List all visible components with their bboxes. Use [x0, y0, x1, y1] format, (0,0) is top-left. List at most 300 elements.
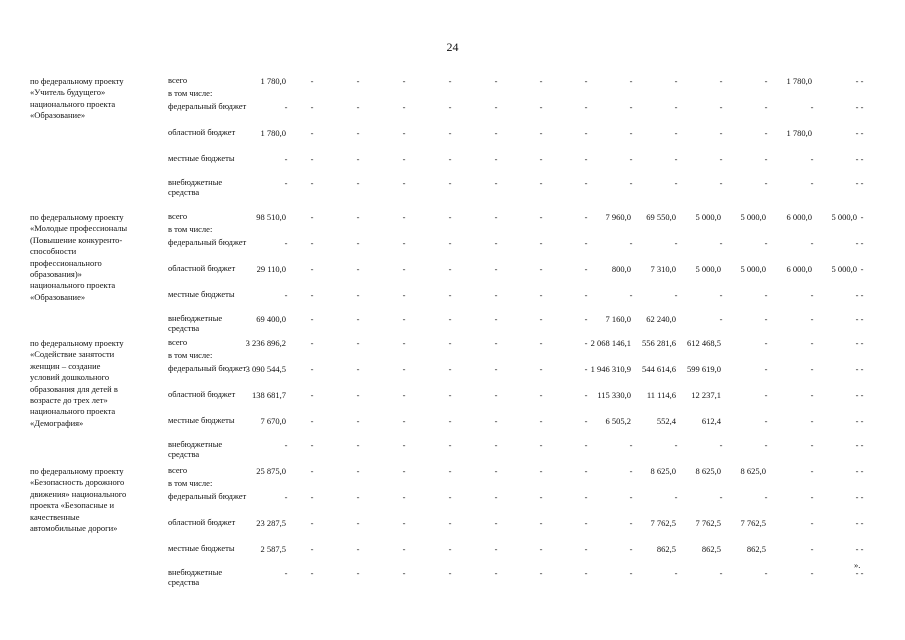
value-cell: - [719, 440, 723, 450]
value-cell: - [629, 544, 633, 554]
value-cell: - [719, 154, 723, 164]
value-cell: - [719, 128, 723, 138]
value-cell: - [494, 314, 498, 324]
value-cell: - [584, 128, 588, 138]
row-label: внебюджетные средства [168, 177, 223, 197]
budget-row [0, 351, 905, 363]
budget-row [0, 567, 905, 587]
value-cell: 5 000,0 [695, 212, 721, 222]
value-cell: - [539, 466, 543, 476]
value-cell: - [494, 338, 498, 348]
value-cell: - [448, 492, 452, 502]
value-cell: 612 468,5 [687, 338, 721, 348]
value-cell: - [402, 492, 406, 502]
budget-row [0, 313, 905, 333]
value-cell: - [310, 364, 314, 374]
value-cell: - [629, 76, 633, 86]
value-cell: - [494, 364, 498, 374]
value-cell: - [356, 154, 360, 164]
row-label: областной бюджет [168, 389, 236, 399]
value-cell: - [310, 390, 314, 400]
value-cell: - [402, 568, 406, 578]
value-cell: - [448, 440, 452, 450]
value-cell: 599 619,0 [687, 364, 721, 374]
value-cell: - [494, 492, 498, 502]
value-cell: - [764, 314, 768, 324]
value-cell: - [356, 102, 360, 112]
value-cell: - [764, 238, 768, 248]
value-cell: - [310, 492, 314, 502]
value-cell: - [284, 568, 288, 578]
value-cell: - [860, 238, 864, 248]
value-cell: - [719, 178, 723, 188]
budget-row [0, 154, 905, 166]
value-cell: 5 000,0 [695, 264, 721, 274]
value-cell: - [448, 518, 452, 528]
value-cell: - [855, 492, 859, 502]
value-cell: 115 330,0 [597, 390, 631, 400]
value-cell: - [356, 338, 360, 348]
value-cell: - [310, 416, 314, 426]
value-cell: 3 236 896,2 [245, 338, 286, 348]
value-cell: - [860, 290, 864, 300]
value-cell: - [584, 518, 588, 528]
value-cell: 1 780,0 [260, 128, 286, 138]
value-cell: - [810, 568, 814, 578]
value-cell: - [402, 238, 406, 248]
value-cell: - [310, 76, 314, 86]
value-cell: - [860, 212, 864, 222]
budget-row [0, 177, 905, 197]
value-cell: - [310, 518, 314, 528]
value-cell: - [674, 238, 678, 248]
value-cell: - [310, 338, 314, 348]
value-cell: - [284, 290, 288, 300]
value-cell: - [719, 102, 723, 112]
value-cell: - [810, 314, 814, 324]
value-cell: - [810, 364, 814, 374]
value-cell: - [494, 178, 498, 188]
budget-row [0, 390, 905, 402]
value-cell: - [855, 128, 859, 138]
value-cell: 12 237,1 [691, 390, 721, 400]
value-cell: 69 400,0 [256, 314, 286, 324]
value-cell: - [629, 492, 633, 502]
value-cell: - [855, 364, 859, 374]
value-cell: - [584, 568, 588, 578]
value-cell: - [310, 440, 314, 450]
budget-row [0, 264, 905, 276]
value-cell: - [356, 568, 360, 578]
value-cell: - [584, 290, 588, 300]
value-cell: 7 310,0 [650, 264, 676, 274]
value-cell: - [494, 518, 498, 528]
row-label: в том числе: [168, 350, 213, 360]
value-cell: 138 681,7 [252, 390, 286, 400]
value-cell: - [764, 440, 768, 450]
value-cell: - [310, 102, 314, 112]
value-cell: - [402, 338, 406, 348]
value-cell: - [855, 178, 859, 188]
row-label: федеральный бюджет [168, 491, 247, 501]
value-cell: - [764, 390, 768, 400]
budget-row [0, 290, 905, 302]
value-cell: - [402, 178, 406, 188]
row-label: местные бюджеты [168, 415, 235, 425]
value-cell: 5 000,0 [831, 212, 857, 222]
value-cell: - [719, 238, 723, 248]
value-cell: - [539, 492, 543, 502]
value-cell: - [764, 568, 768, 578]
value-cell: - [810, 178, 814, 188]
value-cell: - [584, 264, 588, 274]
value-cell: - [764, 102, 768, 112]
value-cell: - [402, 364, 406, 374]
value-cell: - [356, 290, 360, 300]
value-cell: - [448, 390, 452, 400]
value-cell: - [310, 178, 314, 188]
value-cell: - [584, 338, 588, 348]
value-cell: - [810, 544, 814, 554]
value-cell: - [448, 238, 452, 248]
value-cell: - [860, 466, 864, 476]
value-cell: - [855, 338, 859, 348]
value-cell: 8 625,0 [695, 466, 721, 476]
value-cell: - [810, 492, 814, 502]
value-cell: - [855, 440, 859, 450]
budget-row [0, 518, 905, 530]
row-label: в том числе: [168, 224, 213, 234]
value-cell: - [584, 76, 588, 86]
value-cell: - [539, 212, 543, 222]
value-cell: - [855, 290, 859, 300]
value-cell: - [674, 128, 678, 138]
value-cell: - [855, 154, 859, 164]
value-cell: - [539, 128, 543, 138]
value-cell: - [310, 290, 314, 300]
value-cell: 862,5 [656, 544, 676, 554]
value-cell: - [629, 440, 633, 450]
value-cell: - [356, 544, 360, 554]
value-cell: - [539, 76, 543, 86]
value-cell: - [674, 568, 678, 578]
value-cell: 7 762,5 [740, 518, 766, 528]
value-cell: 5 000,0 [831, 264, 857, 274]
value-cell: 69 550,0 [646, 212, 676, 222]
value-cell: - [860, 544, 864, 554]
value-cell: - [494, 440, 498, 450]
value-cell: - [356, 314, 360, 324]
value-cell: - [356, 390, 360, 400]
value-cell: - [539, 544, 543, 554]
project-title: по федеральному проекту «Содействие занятости женщин – создание условий дошкольного образования для детей в возрасте до трех лет» национального проекта «Демография» [30, 338, 124, 428]
value-cell: 7 960,0 [605, 212, 631, 222]
value-cell: - [860, 518, 864, 528]
project-title: по федеральному проекту «Учитель будущего» национального проекта «Образование» [30, 76, 124, 121]
value-cell: - [629, 154, 633, 164]
value-cell: - [629, 128, 633, 138]
value-cell: - [539, 338, 543, 348]
value-cell: 1 946 310,9 [590, 364, 631, 374]
value-cell: - [356, 264, 360, 274]
value-cell: - [855, 390, 859, 400]
value-cell: - [539, 518, 543, 528]
value-cell: - [448, 466, 452, 476]
value-cell: - [539, 154, 543, 164]
value-cell: - [402, 314, 406, 324]
value-cell: - [356, 178, 360, 188]
value-cell: - [539, 102, 543, 112]
value-cell: - [356, 416, 360, 426]
value-cell: - [402, 212, 406, 222]
value-cell: - [310, 212, 314, 222]
row-label: федеральный бюджет [168, 363, 247, 373]
budget-row [0, 212, 905, 224]
value-cell: - [494, 390, 498, 400]
value-cell: - [860, 76, 864, 86]
value-cell: 1 780,0 [260, 76, 286, 86]
value-cell: - [402, 466, 406, 476]
budget-row [0, 416, 905, 428]
value-cell: - [855, 466, 859, 476]
value-cell: 862,5 [701, 544, 721, 554]
value-cell: - [860, 416, 864, 426]
value-cell: - [402, 544, 406, 554]
value-cell: - [855, 76, 859, 86]
value-cell: 8 625,0 [740, 466, 766, 476]
value-cell: - [539, 416, 543, 426]
value-cell: - [764, 128, 768, 138]
row-label: местные бюджеты [168, 153, 235, 163]
value-cell: - [584, 440, 588, 450]
value-cell: - [356, 238, 360, 248]
value-cell: - [448, 416, 452, 426]
value-cell: - [855, 518, 859, 528]
value-cell: - [356, 440, 360, 450]
value-cell: - [356, 518, 360, 528]
value-cell: 612,4 [701, 416, 721, 426]
value-cell: - [855, 314, 859, 324]
value-cell: 25 875,0 [256, 466, 286, 476]
value-cell: 11 114,6 [646, 390, 676, 400]
budget-row [0, 102, 905, 114]
value-cell: 7 762,5 [650, 518, 676, 528]
value-cell: 1 780,0 [786, 76, 812, 86]
value-cell: - [310, 314, 314, 324]
budget-row [0, 544, 905, 556]
value-cell: - [539, 390, 543, 400]
row-label: всего [168, 337, 188, 347]
value-cell: - [674, 76, 678, 86]
value-cell: - [356, 492, 360, 502]
value-cell: - [860, 364, 864, 374]
value-cell: - [356, 364, 360, 374]
row-label: местные бюджеты [168, 289, 235, 299]
value-cell: - [629, 178, 633, 188]
value-cell: - [539, 178, 543, 188]
row-label: областной бюджет [168, 263, 236, 273]
value-cell: - [402, 154, 406, 164]
closing-quote-mark: ». [854, 560, 861, 570]
value-cell: - [674, 178, 678, 188]
value-cell: - [402, 290, 406, 300]
value-cell: - [584, 466, 588, 476]
value-cell: 1 780,0 [786, 128, 812, 138]
value-cell: - [448, 364, 452, 374]
budget-row [0, 492, 905, 504]
row-label: в том числе: [168, 478, 213, 488]
value-cell: - [584, 390, 588, 400]
value-cell: - [584, 544, 588, 554]
row-label: всего [168, 75, 188, 85]
value-cell: - [284, 492, 288, 502]
value-cell: 6 505,2 [605, 416, 631, 426]
budget-row [0, 76, 905, 88]
value-cell: - [860, 568, 864, 578]
value-cell: - [764, 364, 768, 374]
project-title: по федеральному проекту «Молодые профессионалы (Повышение конкуренто-способности профессионального образования)» национального проекта «Образование» [30, 212, 128, 302]
value-cell: 6 000,0 [786, 212, 812, 222]
value-cell: - [310, 238, 314, 248]
value-cell: - [764, 76, 768, 86]
value-cell: - [719, 568, 723, 578]
value-cell: - [448, 76, 452, 86]
value-cell: - [855, 102, 859, 112]
value-cell: - [584, 154, 588, 164]
value-cell: - [810, 102, 814, 112]
value-cell: - [584, 314, 588, 324]
budget-row [0, 479, 905, 491]
value-cell: - [539, 440, 543, 450]
value-cell: - [860, 492, 864, 502]
value-cell: - [584, 102, 588, 112]
budget-row [0, 225, 905, 237]
row-label: федеральный бюджет [168, 101, 247, 111]
value-cell: - [402, 76, 406, 86]
value-cell: - [810, 338, 814, 348]
value-cell: 62 240,0 [646, 314, 676, 324]
value-cell: - [494, 568, 498, 578]
value-cell: - [539, 364, 543, 374]
value-cell: - [860, 128, 864, 138]
value-cell: - [860, 264, 864, 274]
value-cell: 29 110,0 [256, 264, 286, 274]
value-cell: - [448, 264, 452, 274]
value-cell: 7 670,0 [260, 416, 286, 426]
value-cell: - [860, 102, 864, 112]
project-title: по федеральному проекту «Безопасность дорожного движения» национального проекта «Безопасные и качественные автомобильные дороги» [30, 466, 127, 534]
row-label: местные бюджеты [168, 543, 235, 553]
value-cell: 552,4 [656, 416, 676, 426]
value-cell: - [402, 416, 406, 426]
value-cell: - [284, 238, 288, 248]
value-cell: - [855, 568, 859, 578]
row-label: всего [168, 465, 188, 475]
value-cell: - [402, 128, 406, 138]
value-cell: - [310, 154, 314, 164]
value-cell: - [764, 416, 768, 426]
value-cell: - [584, 364, 588, 374]
value-cell: - [356, 466, 360, 476]
value-cell: - [402, 518, 406, 528]
value-cell: - [674, 492, 678, 502]
value-cell: - [448, 178, 452, 188]
value-cell: - [494, 154, 498, 164]
value-cell: - [584, 416, 588, 426]
value-cell: - [494, 76, 498, 86]
value-cell: - [539, 314, 543, 324]
value-cell: - [539, 568, 543, 578]
value-cell: 2 587,5 [260, 544, 286, 554]
value-cell: - [860, 338, 864, 348]
value-cell: 2 068 146,1 [590, 338, 631, 348]
budget-row [0, 338, 905, 350]
value-cell: - [539, 264, 543, 274]
value-cell: - [448, 290, 452, 300]
row-label: внебюджетные средства [168, 313, 223, 333]
value-cell: - [860, 390, 864, 400]
value-cell: - [584, 212, 588, 222]
value-cell: - [764, 178, 768, 188]
value-cell: - [402, 102, 406, 112]
value-cell: - [284, 440, 288, 450]
value-cell: - [310, 568, 314, 578]
value-cell: - [719, 314, 723, 324]
value-cell: 556 281,6 [642, 338, 676, 348]
value-cell: - [855, 238, 859, 248]
value-cell: 862,5 [746, 544, 766, 554]
value-cell: - [855, 416, 859, 426]
row-label: внебюджетные средства [168, 567, 223, 587]
value-cell: - [810, 390, 814, 400]
value-cell: - [494, 102, 498, 112]
budget-row [0, 128, 905, 140]
value-cell: - [810, 440, 814, 450]
value-cell: - [402, 264, 406, 274]
value-cell: 5 000,0 [740, 212, 766, 222]
value-cell: - [764, 338, 768, 348]
row-label: областной бюджет [168, 517, 236, 527]
value-cell: 6 000,0 [786, 264, 812, 274]
row-label: внебюджетные средства [168, 439, 223, 459]
value-cell: - [855, 544, 859, 554]
budget-row [0, 364, 905, 376]
value-cell: - [764, 290, 768, 300]
value-cell: - [310, 264, 314, 274]
value-cell: - [494, 416, 498, 426]
value-cell: - [764, 154, 768, 164]
page-number: 24 [446, 40, 459, 54]
value-cell: - [629, 290, 633, 300]
value-cell: 7 762,5 [695, 518, 721, 528]
value-cell: - [448, 102, 452, 112]
value-cell: - [860, 178, 864, 188]
row-label: всего [168, 211, 188, 221]
value-cell: - [764, 492, 768, 502]
value-cell: - [719, 76, 723, 86]
value-cell: - [356, 128, 360, 138]
value-cell: - [584, 492, 588, 502]
value-cell: - [494, 290, 498, 300]
value-cell: - [629, 102, 633, 112]
value-cell: - [629, 238, 633, 248]
budget-row [0, 466, 905, 478]
value-cell: - [629, 466, 633, 476]
budget-row [0, 439, 905, 459]
value-cell: - [356, 76, 360, 86]
value-cell: - [629, 568, 633, 578]
value-cell: - [719, 290, 723, 300]
